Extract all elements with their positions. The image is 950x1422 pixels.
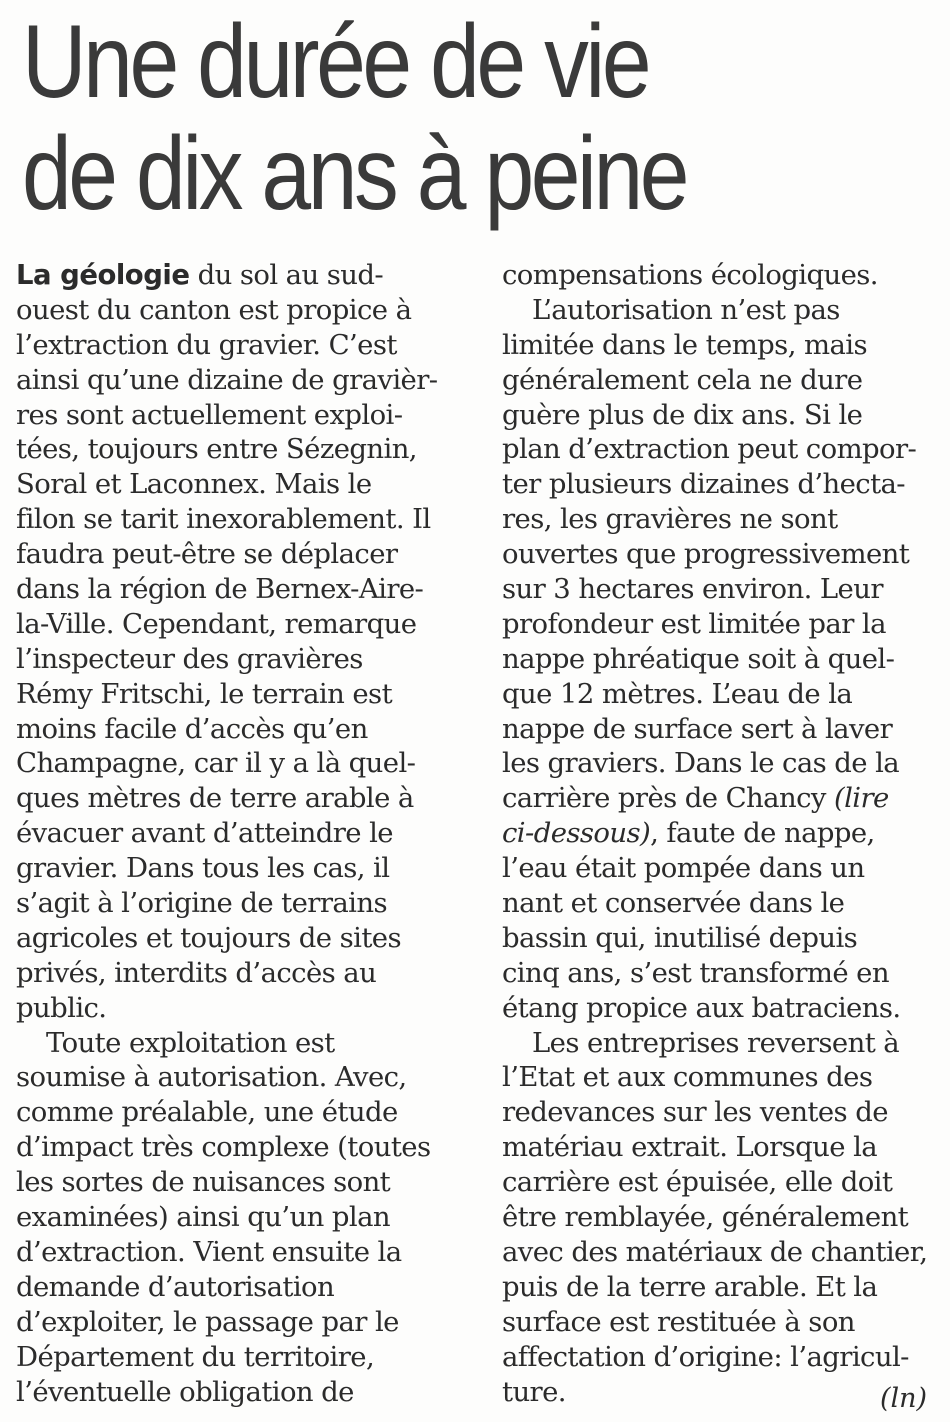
text-line: soumise à autorisation. Avec, xyxy=(16,1061,407,1094)
text-line: nant et conservée dans le xyxy=(502,887,845,920)
text-line: évacuer avant d’atteindre le xyxy=(16,817,393,850)
paragraph-start: L’autorisation n’est pas xyxy=(532,293,840,326)
text-line: dans la région de Bernex-Aire- xyxy=(16,573,424,606)
text-line: ouvertes que progressivement xyxy=(502,538,910,571)
text-line: Soral et Laconnex. Mais le xyxy=(16,468,372,501)
paragraph-start: Les entreprises reversent à xyxy=(532,1026,900,1059)
text-line: ques mètres de terre arable à xyxy=(16,782,414,815)
text-line: être remblayée, généralement xyxy=(502,1201,909,1234)
text-line: moins facile d’accès qu’en xyxy=(16,712,368,745)
text-line: s’agit à l’origine de terrains xyxy=(16,887,387,920)
text-line: surface est restituée à son xyxy=(502,1305,855,1338)
text-line: Département du territoire, xyxy=(16,1340,375,1373)
text-line: d’impact très complexe (toutes xyxy=(16,1131,431,1164)
text-line: compensations écologiques. xyxy=(502,259,878,291)
text-line: matériau extrait. Lorsque la xyxy=(502,1131,878,1164)
text-line: d’exploiter, le passage par le xyxy=(16,1305,399,1338)
text-line: demande d’autorisation xyxy=(16,1270,335,1303)
text-line: agricoles et toujours de sites xyxy=(16,921,401,954)
article-column-right xyxy=(502,258,928,1409)
text-line: La géologie du sol au sud- xyxy=(16,259,384,291)
text-line: Champagne, car il y a là quel- xyxy=(16,747,416,780)
text-line: ture. xyxy=(502,1375,566,1408)
text-line: guère plus de dix ans. Si le xyxy=(502,398,863,431)
paragraph-start: Toute exploitation est xyxy=(46,1026,335,1059)
author-initials: (ln) xyxy=(880,1383,928,1414)
lead-in: La géologie xyxy=(16,259,190,291)
text-line: que 12 mètres. L’eau de la xyxy=(502,677,853,710)
text-line: public. xyxy=(16,991,107,1024)
text-line: limitée dans le temps, mais xyxy=(502,328,867,361)
text-line: filon se tarit inexorablement. Il xyxy=(16,503,431,536)
text-line: l’eau était pompée dans un xyxy=(502,852,865,885)
text-line: l’Etat et aux communes des xyxy=(502,1061,873,1094)
text-line: examinées) ainsi qu’un plan xyxy=(16,1201,390,1234)
text-line: l’éventuelle obligation de xyxy=(16,1375,354,1408)
text-line: Rémy Fritschi, le terrain est xyxy=(16,677,393,710)
text-line: gravier. Dans tous les cas, il xyxy=(16,852,390,885)
text-line: res, les gravières ne sont xyxy=(502,503,838,536)
text-line: tées, toujours entre Sézegnin, xyxy=(16,433,417,466)
text-line: redevances sur les ventes de xyxy=(502,1096,888,1129)
text-line: ci-dessous), faute de nappe, xyxy=(502,817,875,850)
text-line: res sont actuellement exploi- xyxy=(16,398,403,431)
article-column-left xyxy=(16,258,466,1409)
text-line: ter plusieurs dizaines d’hecta- xyxy=(502,468,906,501)
text-line: d’extraction. Vient ensuite la xyxy=(16,1235,402,1268)
text-line: l’extraction du gravier. C’est xyxy=(16,328,397,361)
text-line: les sortes de nuisances sont xyxy=(16,1166,391,1199)
text-line: étang propice aux batraciens. xyxy=(502,991,901,1024)
text-line: plan d’extraction peut compor- xyxy=(502,433,917,466)
text-line: avec des matériaux de chantier, xyxy=(502,1235,928,1268)
text-line: comme préalable, une étude xyxy=(16,1096,398,1129)
headline-line-2: de dix ans à peine xyxy=(22,116,687,232)
article-headline xyxy=(22,6,805,230)
cross-reference: ci-dessous) xyxy=(502,817,651,850)
text-line: faudra peut-être se déplacer xyxy=(16,538,398,571)
text-line: la-Ville. Cependant, remarque xyxy=(16,607,417,640)
headline-line-1: Une durée de vie xyxy=(22,4,649,120)
text-line: carrière près de Chancy (lire xyxy=(502,782,889,815)
text-line: les graviers. Dans le cas de la xyxy=(502,747,900,780)
text-line: bassin qui, inutilisé depuis xyxy=(502,921,858,954)
text-line: ainsi qu’une dizaine de gravièr- xyxy=(16,363,438,396)
text-line: profondeur est limitée par la xyxy=(502,607,886,640)
cross-reference: (lire xyxy=(833,782,889,815)
text-line: carrière est épuisée, elle doit xyxy=(502,1166,893,1199)
text-line: nappe de surface sert à laver xyxy=(502,712,893,745)
text-line: ouest du canton est propice à xyxy=(16,293,412,326)
text-line: nappe phréatique soit à quel- xyxy=(502,642,895,675)
text-line: généralement cela ne dure xyxy=(502,363,863,396)
text-line: privés, interdits d’accès au xyxy=(16,956,377,989)
text-line: puis de la terre arable. Et la xyxy=(502,1270,878,1303)
text-line: l’inspecteur des gravières xyxy=(16,642,363,675)
text-line: affectation d’origine: l’agricul- xyxy=(502,1340,909,1373)
text-line: sur 3 hectares environ. Leur xyxy=(502,573,883,606)
text-line: cinq ans, s’est transformé en xyxy=(502,956,889,989)
